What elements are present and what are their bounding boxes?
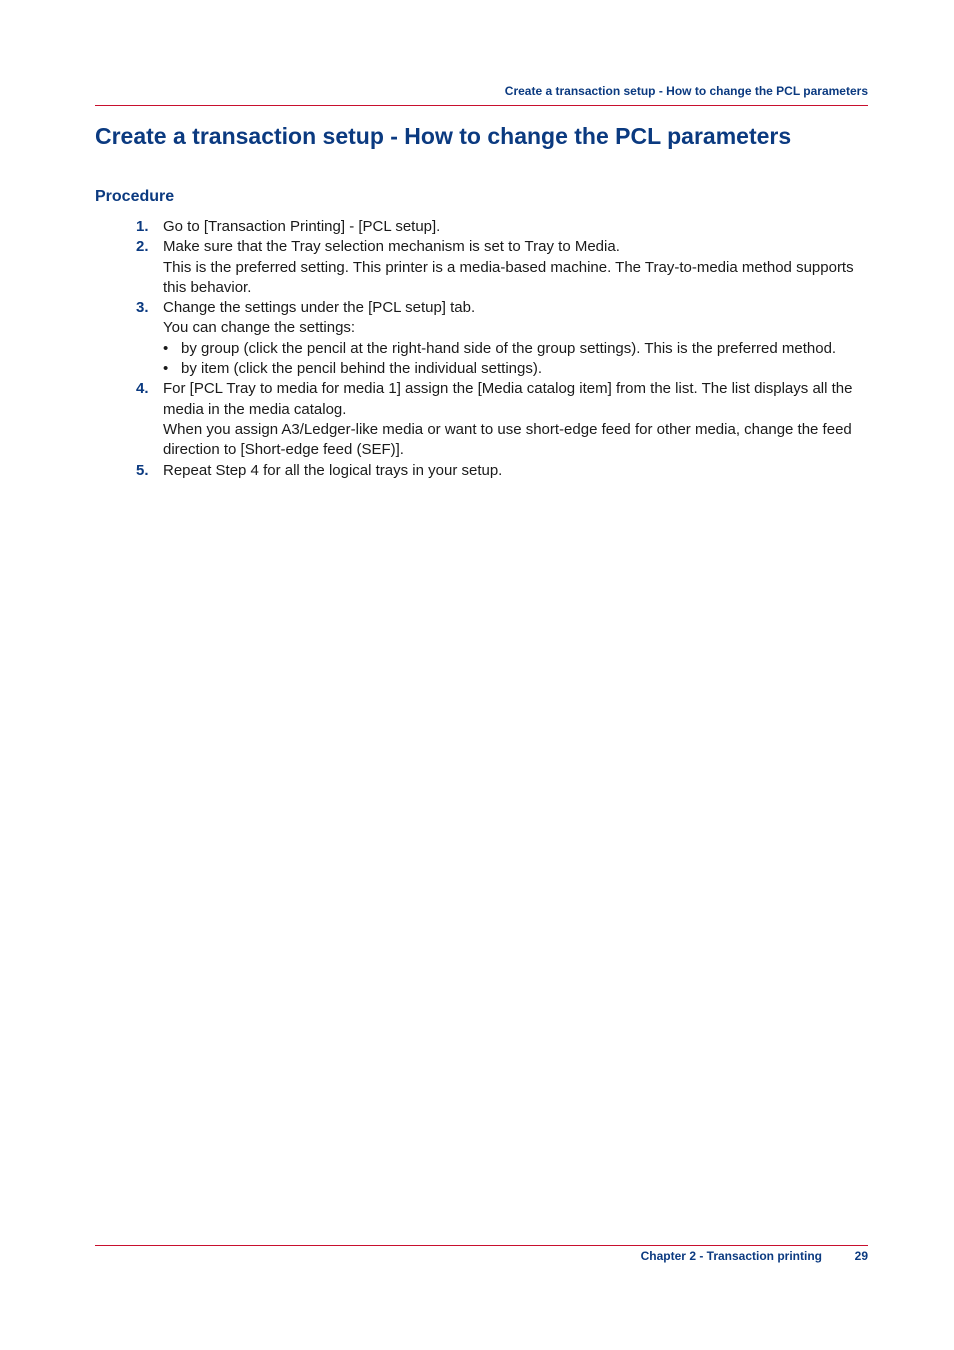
step-number: 5. [136, 461, 149, 479]
step-note: You can change the settings: [163, 319, 356, 337]
bullet-text: by group (click the pencil at the right-hand side of the group settings). This is the preferred method. [181, 339, 837, 357]
header-rule [95, 105, 868, 106]
procedure-steps [95, 217, 868, 481]
footer-rule [95, 1245, 868, 1246]
section-heading: Procedure [95, 188, 175, 205]
step-1 [95, 217, 868, 237]
step-text: Go to [Transaction Printing] - [PCL setup]. [163, 218, 441, 235]
running-header: Create a transaction setup - How to change the PCL parameters [504, 84, 868, 98]
step-text: For [PCL Tray to media for media 1] assign the [Media catalog item] from the list. The list displays all the media in the media catalog. [163, 380, 853, 418]
step-note: When you assign A3/Ledger-like media or want to use short-edge feed for other media, change the feed direction to [Short-edge feed (SEF)]. [163, 420, 852, 459]
step-text: Repeat Step 4 for all the logical trays in your setup. [163, 461, 503, 479]
step-2 [95, 237, 868, 298]
page-number: 29 [854, 1249, 868, 1263]
list-item [163, 359, 868, 379]
footer-chapter: Chapter 2 - Transaction printing [640, 1249, 822, 1263]
bullet-text: by item (click the pencil behind the individual settings). [181, 360, 543, 378]
list-item [163, 339, 868, 359]
page-title: Create a transaction setup - How to change the PCL parameters [95, 123, 792, 149]
step-note: This is the preferred setting. This printer is a media-based machine. The Tray-to-media method supports this behavior. [163, 258, 854, 296]
settings-options-list [163, 339, 868, 380]
step-number: 4. [136, 380, 149, 398]
bullet-icon: • [163, 360, 169, 378]
step-number: 1. [136, 218, 149, 235]
step-5 [95, 461, 868, 481]
step-number: 3. [136, 299, 149, 317]
bullet-icon: • [163, 339, 169, 357]
step-number: 2. [136, 238, 149, 256]
step-3 [95, 298, 868, 379]
step-4 [95, 379, 868, 460]
step-text: Change the settings under the [PCL setup] tab. [163, 299, 476, 317]
step-text: Make sure that the Tray selection mechanism is set to Tray to Media. [163, 238, 620, 256]
